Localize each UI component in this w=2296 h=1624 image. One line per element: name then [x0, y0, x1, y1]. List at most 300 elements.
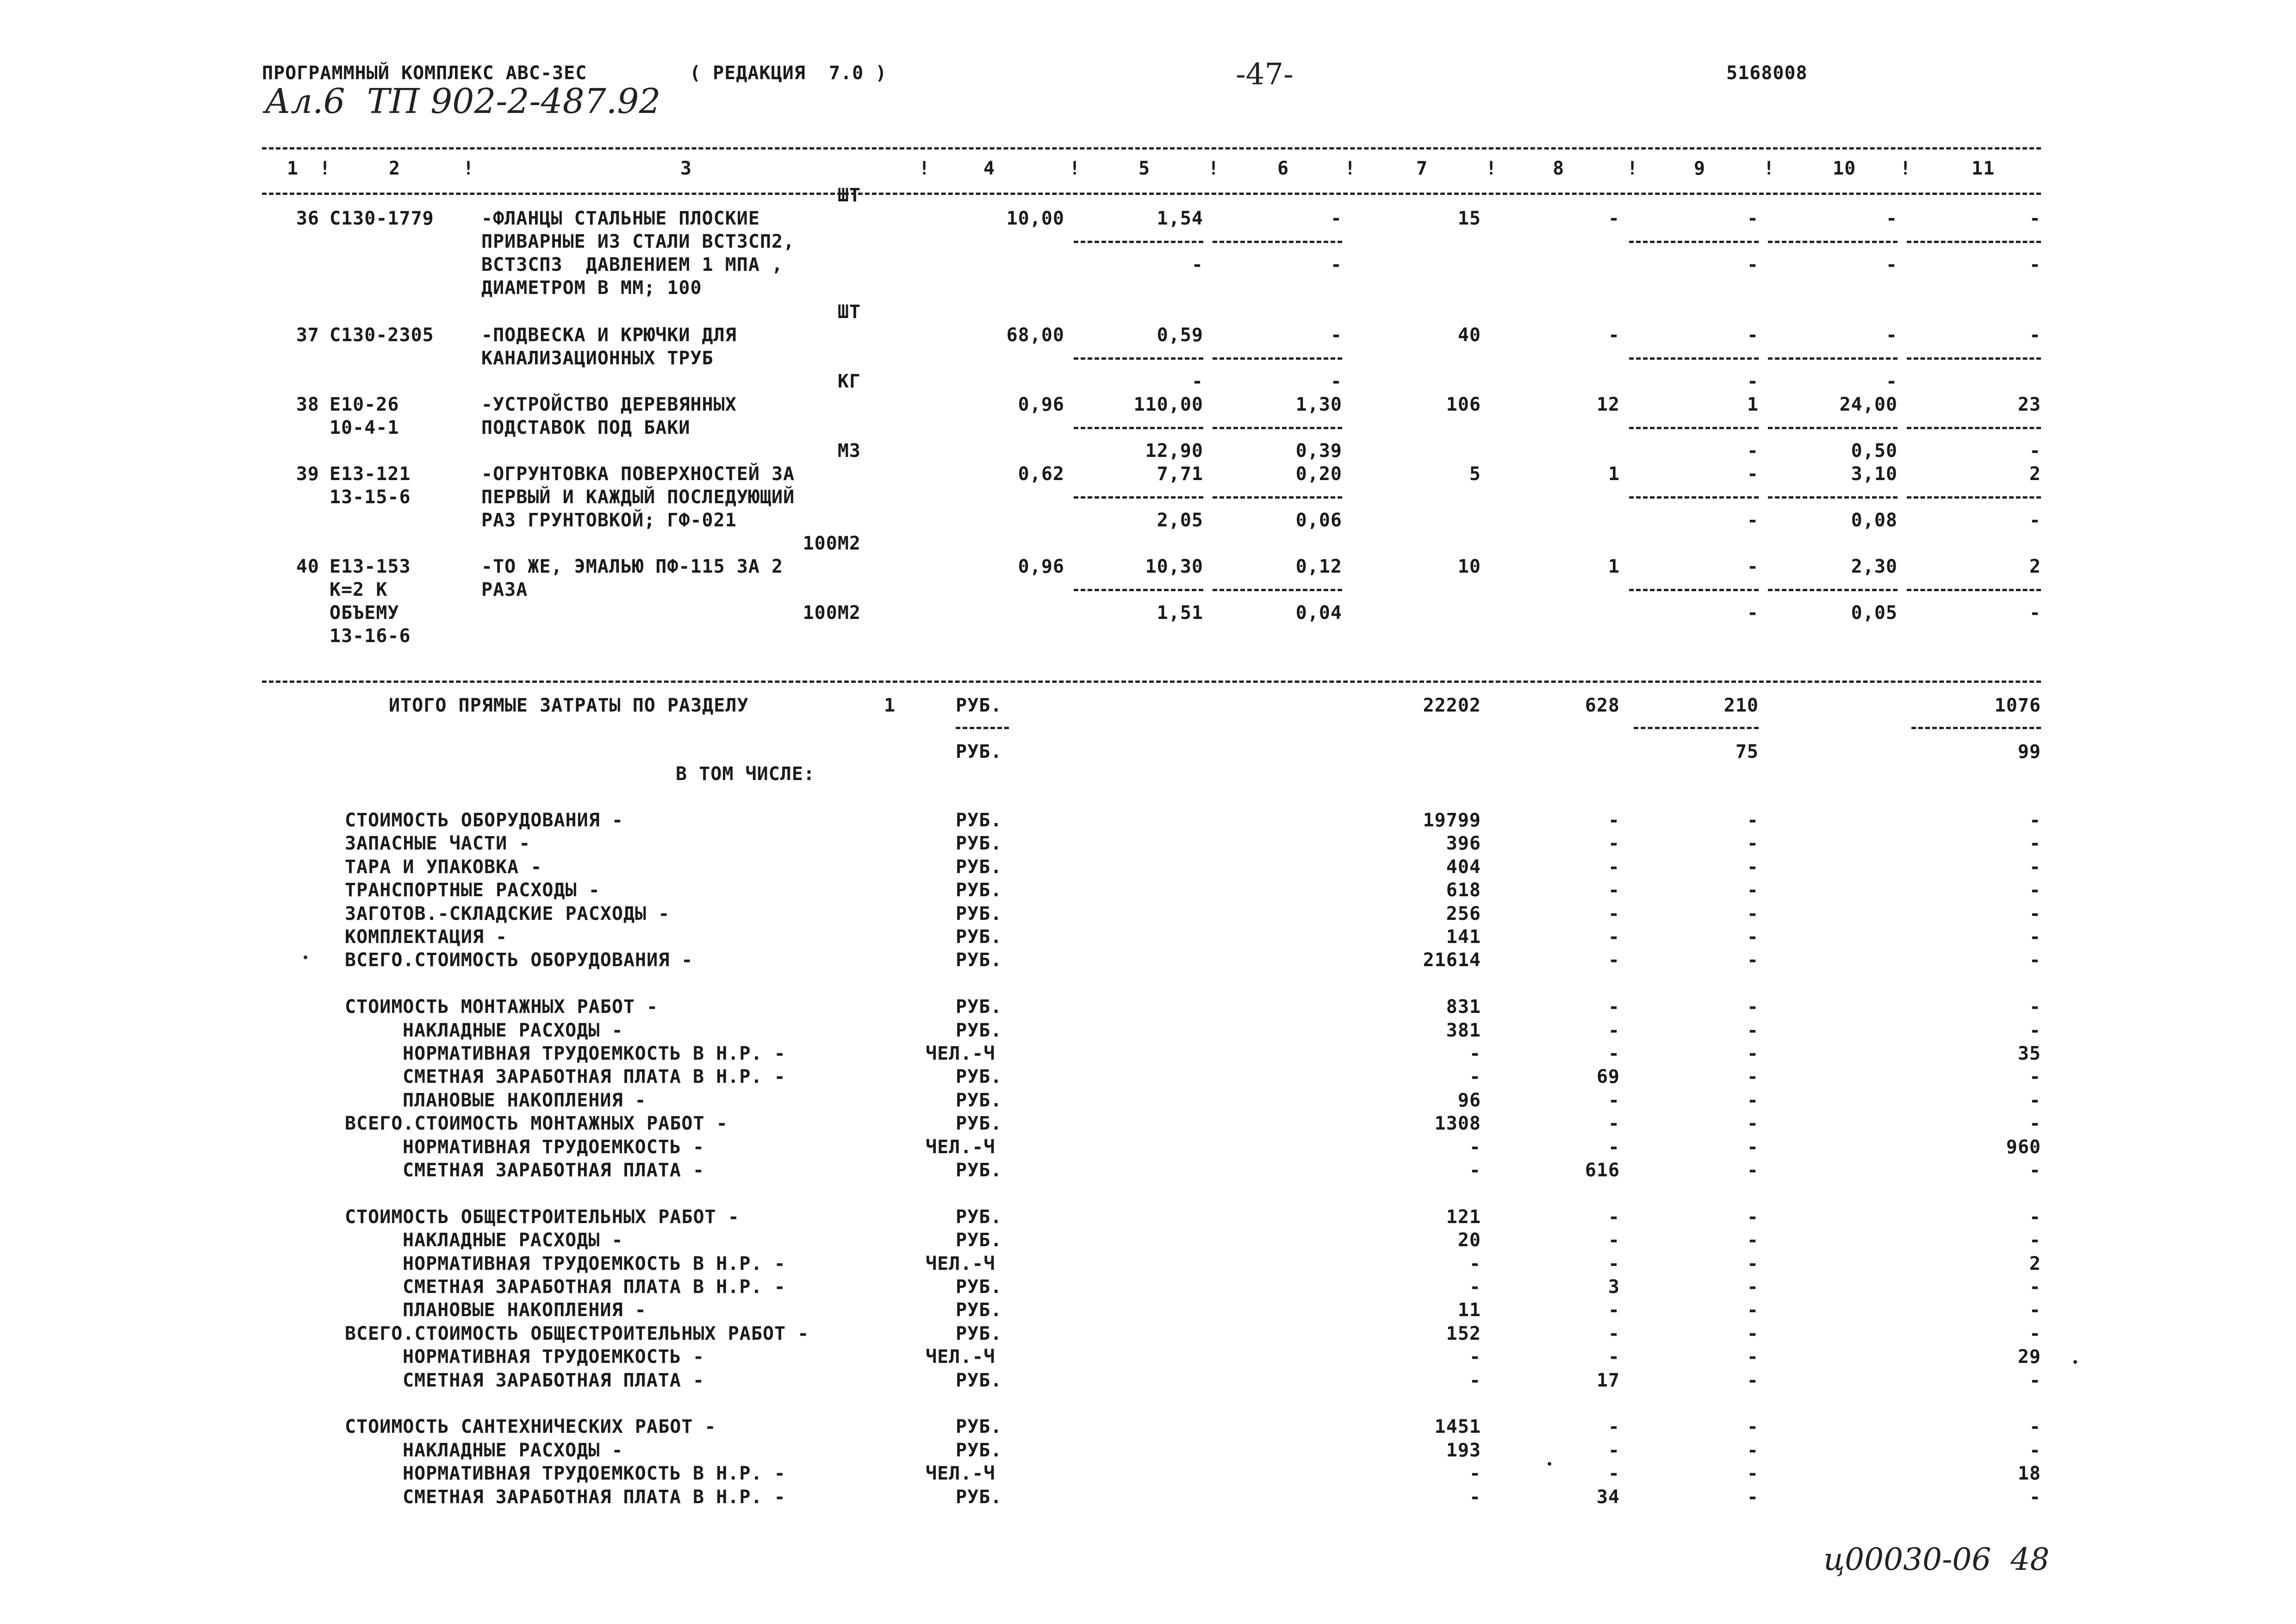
item-sub-rule: [1907, 241, 2041, 243]
item-c9: -: [1747, 556, 1759, 577]
summary-col9: -: [1747, 1206, 1759, 1228]
summary-label: ЗАГОТОВ.-СКЛАДСКИЕ РАСХОДЫ -: [345, 903, 670, 924]
column-separator: !: [1763, 158, 1775, 179]
summary-col11: 960: [2006, 1137, 2041, 1158]
summary-col7: -: [1469, 1487, 1481, 1508]
summary-col8: -: [1608, 1440, 1620, 1461]
summary-label: ПЛАНОВЫЕ НАКОПЛЕНИЯ -: [403, 1299, 647, 1321]
summary-unit: РУБ.: [956, 1090, 1002, 1111]
item-c5: 10,30: [1145, 556, 1203, 577]
item-description: -УСТРОЙСТВО ДЕРЕВЯННЫХ: [481, 394, 737, 415]
total-col11-2: 99: [2017, 741, 2041, 762]
summary-label: ВСЕГО.СТОИМОСТЬ МОНТАЖНЫХ РАБОТ -: [345, 1113, 728, 1134]
item-description: ПЕРВЫЙ И КАЖДЫЙ ПОСЛЕДУЮЩИЙ: [481, 487, 795, 508]
edition-label: ( РЕДАКЦИЯ 7.0 ): [690, 62, 887, 84]
item-code: 10-4-1: [330, 417, 399, 438]
item-c10b: -: [1885, 371, 1898, 392]
item-c5: 7,71: [1157, 463, 1203, 485]
item-sub-rule: [1907, 496, 2041, 499]
item-c9a: -: [1747, 440, 1759, 462]
column-number: 6: [1277, 158, 1289, 179]
summary-col8: 17: [1596, 1370, 1620, 1391]
item-code: С130-2305: [330, 325, 434, 346]
stray-mark: [304, 956, 307, 959]
item-c9: -: [1747, 463, 1759, 485]
item-c7: 40: [1457, 325, 1481, 346]
summary-col7: 19799: [1423, 810, 1481, 831]
total-rule: [262, 681, 2041, 683]
summary-label: ВСЕГО.СТОИМОСТЬ ОБОРУДОВАНИЯ -: [345, 949, 693, 971]
column-number: 2: [389, 158, 401, 179]
summary-col11: -: [2029, 903, 2041, 924]
total-col8: 628: [1585, 695, 1620, 716]
summary-unit: РУБ.: [956, 1113, 1002, 1134]
item-quantity: 68,00: [1006, 325, 1064, 346]
item-c6: 0,20: [1295, 463, 1342, 485]
summary-unit: РУБ.: [956, 1323, 1002, 1344]
item-sub-rule: [1768, 496, 1898, 499]
footer-handwritten-code: ц00030-06 48: [1823, 1542, 2050, 1577]
handwritten-reference: Ал.6 ТП 902-2-487.92: [265, 81, 661, 121]
item-description: ПОДСТАВОК ПОД БАКИ: [481, 417, 691, 438]
summary-unit: РУБ.: [956, 1230, 1002, 1251]
summary-col9: -: [1747, 880, 1759, 901]
summary-col11: -: [2029, 1370, 2041, 1391]
total-label: ИТОГО ПРЯМЫЕ ЗАТРАТЫ ПО РАЗДЕЛУ: [389, 695, 749, 716]
total-unit: РУБ.: [956, 695, 1002, 716]
total-section: 1: [884, 695, 896, 716]
summary-col8: -: [1608, 1253, 1620, 1274]
summary-col9: -: [1747, 1276, 1759, 1298]
summary-col7: 618: [1446, 880, 1481, 901]
summary-col9: -: [1747, 1487, 1759, 1508]
item-sub-rule: [1629, 357, 1759, 360]
summary-label: ПЛАНОВЫЕ НАКОПЛЕНИЯ -: [403, 1090, 647, 1111]
item-c9: -: [1747, 325, 1759, 346]
summary-col7: -: [1469, 1463, 1481, 1484]
summary-col11: 18: [2017, 1463, 2041, 1484]
summary-label: НОРМАТИВНАЯ ТРУДОЕМКОСТЬ В Н.Р. -: [403, 1043, 786, 1064]
summary-unit: РУБ.: [956, 1440, 1002, 1461]
item-description: ПРИВАРНЫЕ ИЗ СТАЛИ ВСТ3СП2,: [481, 231, 795, 252]
item-c10: -: [1885, 325, 1898, 346]
item-c6b: 0,04: [1295, 602, 1342, 624]
summary-unit: РУБ.: [956, 1160, 1002, 1181]
summary-col11: -: [2029, 1230, 2041, 1251]
summary-col8: -: [1608, 1206, 1620, 1228]
item-quantity: 0,96: [1018, 556, 1064, 577]
item-unit-2: 100М2: [803, 602, 861, 624]
summary-unit: РУБ.: [956, 1299, 1002, 1321]
item-unit: ШТ: [837, 301, 861, 323]
summary-col7: -: [1469, 1043, 1481, 1064]
summary-col8: -: [1608, 1346, 1620, 1368]
summary-label: СТОИМОСТЬ МОНТАЖНЫХ РАБОТ -: [345, 996, 659, 1018]
item-c9b: -: [1747, 510, 1759, 531]
item-c7: 106: [1446, 394, 1481, 415]
summary-unit: РУБ.: [956, 1416, 1002, 1437]
summary-label: СТОИМОСТЬ САНТЕХНИЧЕСКИХ РАБОТ -: [345, 1416, 716, 1437]
summary-col9: -: [1747, 1346, 1759, 1368]
summary-col8: -: [1608, 926, 1620, 948]
summary-col8: -: [1608, 1463, 1620, 1484]
summary-col8: -: [1608, 1090, 1620, 1111]
summary-col9: -: [1747, 1066, 1759, 1087]
item-sub-rule: [1768, 589, 1898, 591]
item-c5b: -: [1191, 254, 1203, 275]
item-number: 37: [296, 325, 319, 346]
item-code: С130-1779: [330, 208, 434, 229]
item-c11b: -: [2029, 254, 2041, 275]
item-c5: 0,59: [1157, 325, 1203, 346]
item-number: 36: [296, 208, 319, 229]
column-number: 5: [1139, 158, 1151, 179]
summary-unit: РУБ.: [956, 926, 1002, 948]
item-c6: -: [1330, 208, 1342, 229]
summary-col9: -: [1747, 833, 1759, 854]
summary-label: НАКЛАДНЫЕ РАСХОДЫ -: [403, 1440, 623, 1461]
summary-col8: -: [1608, 833, 1620, 854]
top-rule: [262, 147, 2041, 150]
item-c9b: -: [1747, 371, 1759, 392]
summary-unit: ЧЕЛ.-Ч: [926, 1137, 996, 1158]
column-separator: !: [319, 158, 331, 179]
program-title: ПРОГРАММНЫЙ КОМПЛЕКС АВС-3ЕС: [262, 62, 587, 84]
summary-col7: -: [1469, 1346, 1481, 1368]
summary-col7: -: [1469, 1276, 1481, 1298]
summary-col8: 69: [1596, 1066, 1620, 1087]
summary-col9: -: [1747, 1416, 1759, 1437]
item-code: 13-15-6: [330, 487, 411, 508]
summary-col7: 11: [1457, 1299, 1481, 1321]
item-description: -ФЛАНЦЫ СТАЛЬНЫЕ ПЛОСКИЕ: [481, 208, 760, 229]
item-description: РАЗА: [481, 579, 528, 600]
including-label: В ТОМ ЧИСЛЕ:: [676, 763, 815, 785]
summary-col9: -: [1747, 1440, 1759, 1461]
summary-col7: 121: [1446, 1206, 1481, 1228]
item-description: КАНАЛИЗАЦИОННЫХ ТРУБ: [481, 348, 714, 369]
summary-label: КОМПЛЕКТАЦИЯ -: [345, 926, 508, 948]
item-c8: -: [1608, 208, 1620, 229]
summary-col8: -: [1608, 1323, 1620, 1344]
header-bottom-rule: [262, 193, 2041, 195]
summary-col7: 20: [1457, 1230, 1481, 1251]
column-number: 8: [1553, 158, 1565, 179]
item-sub-rule: [1629, 589, 1759, 591]
total-col9-underline: [1634, 727, 1759, 729]
column-separator: !: [919, 158, 931, 179]
column-number: 7: [1416, 158, 1428, 179]
total-col11: 1076: [1994, 695, 2041, 716]
total-col9-2: 75: [1735, 741, 1759, 762]
item-description: -ОГРУНТОВКА ПОВЕРХНОСТЕЙ ЗА: [481, 463, 795, 485]
summary-col11: -: [2029, 996, 2041, 1018]
summary-label: СМЕТНАЯ ЗАРАБОТНАЯ ПЛАТА В Н.Р. -: [403, 1276, 786, 1298]
item-c10b: 0,05: [1851, 602, 1898, 624]
item-c9b: -: [1747, 254, 1759, 275]
item-sub-rule: [1074, 589, 1203, 591]
summary-col9: -: [1747, 1137, 1759, 1158]
column-separator: !: [1627, 158, 1639, 179]
summary-unit: РУБ.: [956, 1487, 1002, 1508]
item-code: ОБЪЕМУ: [330, 602, 399, 624]
item-sub-rule: [1074, 427, 1203, 429]
summary-unit: РУБ.: [956, 880, 1002, 901]
summary-col9: -: [1747, 949, 1759, 971]
summary-col11: -: [2029, 1160, 2041, 1181]
summary-col9: -: [1747, 1370, 1759, 1391]
item-sub-rule: [1213, 427, 1342, 429]
item-c5b: 2,05: [1157, 510, 1203, 531]
total-unit-underline: [956, 727, 1009, 729]
summary-col7: 381: [1446, 1020, 1481, 1041]
item-unit: М3: [837, 440, 861, 462]
summary-col9: -: [1747, 1020, 1759, 1041]
item-quantity: 10,00: [1006, 208, 1064, 229]
summary-unit: ЧЕЛ.-Ч: [926, 1463, 996, 1484]
summary-col11: -: [2029, 926, 2041, 948]
summary-col9: -: [1747, 810, 1759, 831]
item-description: -ПОДВЕСКА И КРЮЧКИ ДЛЯ: [481, 325, 737, 346]
summary-unit: ЧЕЛ.-Ч: [926, 1346, 996, 1368]
summary-unit: РУБ.: [956, 856, 1002, 878]
item-c11: 2: [2029, 463, 2041, 485]
summary-col8: -: [1608, 1230, 1620, 1251]
item-sub-rule: [1074, 357, 1203, 360]
summary-label: СМЕТНАЯ ЗАРАБОТНАЯ ПЛАТА -: [403, 1160, 705, 1181]
summary-col8: -: [1608, 1416, 1620, 1437]
item-sub-rule: [1213, 241, 1342, 243]
item-sub-rule: [1768, 427, 1898, 429]
summary-col9: -: [1747, 1299, 1759, 1321]
summary-col7: 396: [1446, 833, 1481, 854]
item-c6b: -: [1330, 254, 1342, 275]
summary-unit: РУБ.: [956, 996, 1002, 1018]
summary-col7: -: [1469, 1137, 1481, 1158]
item-c6: 0,12: [1295, 556, 1342, 577]
summary-col11: -: [2029, 1090, 2041, 1111]
summary-col7: -: [1469, 1160, 1481, 1181]
summary-col8: -: [1608, 903, 1620, 924]
item-code: 13-16-6: [330, 625, 411, 647]
summary-unit: РУБ.: [956, 833, 1002, 854]
item-c5b: -: [1191, 371, 1203, 392]
summary-label: ТРАНСПОРТНЫЕ РАСХОДЫ -: [345, 880, 600, 901]
item-number: 38: [296, 394, 319, 415]
item-sub-rule: [1629, 427, 1759, 429]
total-col7: 22202: [1423, 695, 1481, 716]
summary-col11: -: [2029, 1206, 2041, 1228]
summary-unit: РУБ.: [956, 903, 1002, 924]
item-c11: 2: [2029, 556, 2041, 577]
item-sub-rule: [1629, 241, 1759, 243]
summary-col11: -: [2029, 1066, 2041, 1087]
summary-label: НАКЛАДНЫЕ РАСХОДЫ -: [403, 1230, 623, 1251]
summary-col9: -: [1747, 1463, 1759, 1484]
summary-col11: -: [2029, 1487, 2041, 1508]
summary-col11: -: [2029, 1020, 2041, 1041]
summary-col9: -: [1747, 1160, 1759, 1181]
stray-mark: [2073, 1360, 2077, 1364]
item-sub-rule: [1768, 357, 1898, 360]
item-c5: 1,54: [1157, 208, 1203, 229]
summary-col7: 96: [1457, 1090, 1481, 1111]
summary-col8: -: [1608, 810, 1620, 831]
summary-label: СТОИМОСТЬ ОБОРУДОВАНИЯ -: [345, 810, 623, 831]
summary-label: НАКЛАДНЫЕ РАСХОДЫ -: [403, 1020, 623, 1041]
item-sub-rule: [1074, 496, 1203, 499]
item-c6a: 0,39: [1295, 440, 1342, 462]
item-c5: 110,00: [1133, 394, 1203, 415]
summary-label: СМЕТНАЯ ЗАРАБОТНАЯ ПЛАТА -: [403, 1370, 705, 1391]
item-c8: 1: [1608, 463, 1620, 485]
summary-col8: -: [1608, 949, 1620, 971]
summary-label: НОРМАТИВНАЯ ТРУДОЕМКОСТЬ В Н.Р. -: [403, 1253, 786, 1274]
summary-col8: -: [1608, 1299, 1620, 1321]
summary-col7: 1308: [1434, 1113, 1481, 1134]
column-separator: !: [1486, 158, 1498, 179]
item-c8: 12: [1596, 394, 1620, 415]
summary-unit: ЧЕЛ.-Ч: [926, 1253, 996, 1274]
summary-col11: -: [2029, 856, 2041, 878]
summary-col9: -: [1747, 903, 1759, 924]
item-c8: 1: [1608, 556, 1620, 577]
item-code: К=2 К: [330, 579, 388, 600]
summary-col8: -: [1608, 996, 1620, 1018]
summary-col7: -: [1469, 1253, 1481, 1274]
summary-label: СМЕТНАЯ ЗАРАБОТНАЯ ПЛАТА В Н.Р. -: [403, 1487, 786, 1508]
summary-col7: 831: [1446, 996, 1481, 1018]
stray-mark: [1548, 1462, 1551, 1466]
item-description: -ТО ЖЕ, ЭМАЛЬЮ ПФ-115 ЗА 2: [481, 556, 784, 577]
summary-col11: -: [2029, 1416, 2041, 1437]
summary-col7: -: [1469, 1370, 1481, 1391]
item-c10: 3,10: [1851, 463, 1898, 485]
item-c5b: 1,51: [1157, 602, 1203, 624]
item-sub-rule: [1213, 496, 1342, 499]
item-c10: -: [1885, 208, 1898, 229]
item-c6b: 0,06: [1295, 510, 1342, 531]
column-number: 3: [680, 158, 692, 179]
item-c10: 24,00: [1839, 394, 1898, 415]
column-number: 1: [287, 158, 299, 179]
summary-label: ВСЕГО.СТОИМОСТЬ ОБЩЕСТРОИТЕЛЬНЫХ РАБОТ -: [345, 1323, 809, 1344]
item-sub-rule: [1213, 357, 1342, 360]
summary-label: НОРМАТИВНАЯ ТРУДОЕМКОСТЬ -: [403, 1346, 705, 1368]
summary-col11: 29: [2017, 1346, 2041, 1368]
summary-col7: 152: [1446, 1323, 1481, 1344]
item-c9: 1: [1747, 394, 1759, 415]
item-c10b: 0,08: [1851, 510, 1898, 531]
item-quantity: 0,62: [1018, 463, 1064, 485]
item-sub-rule: [1213, 589, 1342, 591]
summary-col7: 141: [1446, 926, 1481, 948]
page-number: -47-: [1236, 57, 1294, 92]
item-c11: 23: [2017, 394, 2041, 415]
item-description: ВСТ3СП3 ДАВЛЕНИЕМ 1 МПА ,: [481, 254, 784, 275]
item-description: РАЗ ГРУНТОВКОЙ; ГФ-021: [481, 510, 737, 531]
summary-label: НОРМАТИВНАЯ ТРУДОЕМКОСТЬ В Н.Р. -: [403, 1463, 786, 1484]
summary-col11: -: [2029, 1323, 2041, 1344]
item-unit: 100М2: [803, 533, 861, 554]
summary-label: ТАРА И УПАКОВКА -: [345, 856, 542, 878]
item-code: Е13-153: [330, 556, 411, 577]
summary-col7: 404: [1446, 856, 1481, 878]
item-c11a: -: [2029, 440, 2041, 462]
summary-col11: -: [2029, 1276, 2041, 1298]
item-unit: КГ: [837, 371, 861, 392]
summary-unit: ЧЕЛ.-Ч: [926, 1043, 996, 1064]
summary-label: СМЕТНАЯ ЗАРАБОТНАЯ ПЛАТА В Н.Р. -: [403, 1066, 786, 1087]
summary-label: НОРМАТИВНАЯ ТРУДОЕМКОСТЬ -: [403, 1137, 705, 1158]
column-separator: !: [1344, 158, 1356, 179]
summary-col8: -: [1608, 1113, 1620, 1134]
summary-col9: -: [1747, 856, 1759, 878]
summary-col11: -: [2029, 949, 2041, 971]
summary-col8: -: [1608, 1043, 1620, 1064]
summary-col8: 3: [1608, 1276, 1620, 1298]
column-separator: !: [1900, 158, 1912, 179]
column-separator: !: [463, 158, 475, 179]
summary-col9: -: [1747, 1043, 1759, 1064]
item-c6: -: [1330, 325, 1342, 346]
column-number: 9: [1694, 158, 1706, 179]
summary-col9: -: [1747, 1230, 1759, 1251]
item-c5a: 12,90: [1145, 440, 1203, 462]
item-sub-rule: [1907, 589, 2041, 591]
item-sub-rule: [1907, 357, 2041, 360]
summary-col8: 616: [1585, 1160, 1620, 1181]
document-code: 5168008: [1726, 62, 1808, 84]
summary-col9: -: [1747, 996, 1759, 1018]
column-number: 4: [983, 158, 996, 179]
item-code: Е13-121: [330, 463, 411, 485]
item-c11: -: [2029, 208, 2041, 229]
item-c9: -: [1747, 208, 1759, 229]
item-c11b: -: [2029, 510, 2041, 531]
summary-col7: -: [1469, 1066, 1481, 1087]
summary-col8: -: [1608, 1020, 1620, 1041]
summary-unit: РУБ.: [956, 1206, 1002, 1228]
summary-col8: -: [1608, 856, 1620, 878]
summary-col11: 2: [2029, 1253, 2041, 1274]
column-separator: !: [1069, 158, 1081, 179]
item-number: 40: [296, 556, 319, 577]
item-c10b: -: [1885, 254, 1898, 275]
total-unit-2: РУБ.: [956, 741, 1002, 762]
item-c9b: -: [1747, 602, 1759, 624]
summary-col7: 256: [1446, 903, 1481, 924]
item-unit: ШТ: [837, 185, 861, 206]
item-description: ДИАМЕТРОМ В ММ; 100: [481, 277, 702, 299]
item-sub-rule: [1907, 427, 2041, 429]
summary-col11: -: [2029, 1440, 2041, 1461]
summary-col8: -: [1608, 1137, 1620, 1158]
item-sub-rule: [1074, 241, 1203, 243]
summary-unit: РУБ.: [956, 810, 1002, 831]
summary-col9: -: [1747, 1090, 1759, 1111]
summary-col8: -: [1608, 880, 1620, 901]
item-c7: 10: [1457, 556, 1481, 577]
column-separator: !: [1208, 158, 1220, 179]
column-number: 10: [1833, 158, 1856, 179]
item-c6: 1,30: [1295, 394, 1342, 415]
item-number: 39: [296, 463, 319, 485]
summary-col11: -: [2029, 1113, 2041, 1134]
total-col11-underline: [1911, 727, 2041, 729]
item-c7: 15: [1457, 208, 1481, 229]
summary-col8: 34: [1596, 1487, 1620, 1508]
